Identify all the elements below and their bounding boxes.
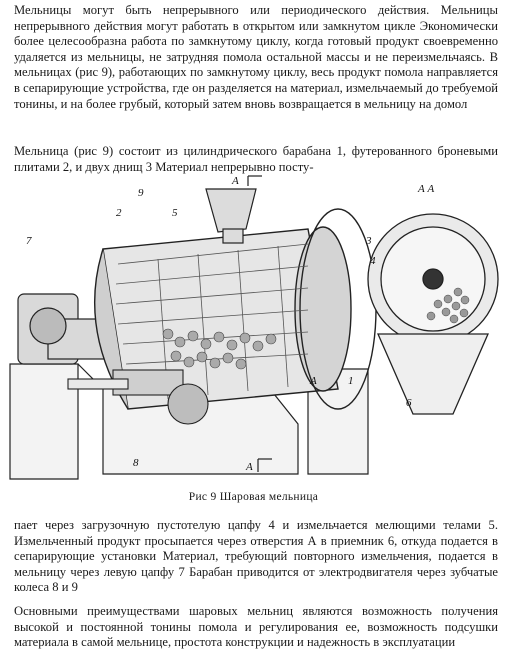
ball-mill-figure	[8, 174, 500, 482]
label-a-bottom: А	[246, 461, 253, 473]
label-6: 6	[406, 397, 412, 409]
section-label: А А	[418, 183, 435, 195]
paragraph-advantages: Основными преимуществами шаровых мельниц являются возможность получения высокой и постоянной тонины помола и регулирования ее, возможность подсушки материала в самой мельнице, простота конструкции и надежность в эксплуатации	[14, 604, 498, 650]
paragraph-intro: Мельницы могут быть непрерывного или периодического действия. Мельницы непрерывного действия могут работать в открытом или замкнутом цикле Экономически более целесообразна работа по замкнутому циклу, когда готовый продукт своевременно удаляется из мельницы, не затрудняя помола остальной массы и не переизмельчаясь. В мельницах (рис 9), работающих по замкнутому циклу, весь продукт помола направляется в сепарирующие устройства, где он разделяется на материал, измельчаемый до требуемой тонины, и на более грубый, который затем вновь возвращается в мельницу на домол	[14, 3, 498, 111]
label-1: 1	[348, 375, 354, 387]
label-a-top: А	[232, 175, 239, 187]
paragraph-process: пает через загрузочную пустотелую цапфу 4 и измельчается мелющими телами 5. Измельченный продукт просыпается через отверстия А в приемник 6, откуда подается в сепарирующие установки Материал, требующий повторного измельчения, подается в мельницу через левую цапфу 7 Барабан приводится от электродвигателя через зубчатые колеса 8 и 9	[14, 518, 498, 595]
label-8: 8	[133, 457, 139, 469]
label-2: 2	[116, 207, 122, 219]
label-a-mid: А	[310, 375, 317, 387]
figure-caption: Рис 9 Шаровая мельница	[188, 491, 319, 503]
paragraph-description: Мельница (рис 9) состоит из цилиндрического барабана 1, футерованного броневыми плитами 2, и двух днищ 3 Материал непрерывно посту-	[14, 144, 498, 174]
label-4: 4	[370, 255, 376, 267]
label-5: 5	[172, 207, 178, 219]
label-7: 7	[26, 235, 32, 247]
label-3: 3	[366, 235, 372, 247]
label-9: 9	[138, 187, 144, 199]
